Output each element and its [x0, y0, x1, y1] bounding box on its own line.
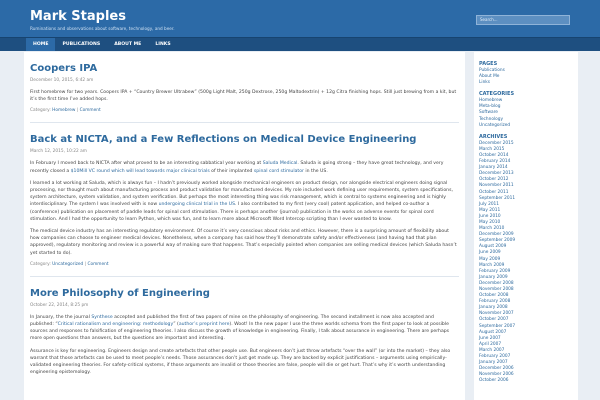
pages-list: [479, 68, 578, 86]
archive-link[interactable]: November 2011: [479, 183, 514, 189]
comment-link[interactable]: Comment: [79, 108, 101, 114]
post-paragraph: [30, 314, 459, 343]
archive-link[interactable]: March 2009: [479, 262, 505, 268]
page-link-links[interactable]: Links: [479, 80, 491, 86]
page-link-about-me[interactable]: About Me: [479, 74, 500, 80]
sidebar: [474, 52, 578, 400]
vc-round-link[interactable]: $10Mill VC round which will lead towards major clinical trials: [70, 168, 210, 174]
post-meta: [30, 108, 459, 113]
nav-publications[interactable]: PUBLICATIONS: [62, 42, 101, 47]
nav-links[interactable]: LINKS: [155, 42, 171, 47]
archive-link[interactable]: September 2011: [479, 195, 516, 201]
text-run: accepted and published the first of two papers of mine on the philosophy of engineering. The second installment is now also accepted and published: “: [30, 314, 434, 328]
archive-link[interactable]: February 2007: [479, 354, 511, 360]
text-run: I learned a lot working at Saluda, which is always fun – I hadn’t previously worked alongside mechanical engineers on product design, nor alongside electrical engineers doing signal processing, nor thought much about manufacturing process and product validation for manufactured devices. My role included work defining user requirements, system specifications, system architecture, system validation, and system verification. But perhaps the most interesting thing was risk management, which is central to systems engineering and is highly interdisciplinary. The system I was involved with is now: [30, 180, 453, 208]
categories-list: [479, 98, 578, 128]
archive-link[interactable]: December 2008: [479, 280, 514, 286]
post-date: October 22, 2014, 8:25 pm: [30, 302, 89, 308]
text-run: . I also contributed to my first (very cool) patent application, and helped co-author a (conference) publication on placement of paddle leads for spinal cord stimulation. There is perhaps another (journal) publication in the works on adverse events for spinal cord stimulation. And I had the opportunity to learn Python, which was fun, and to learn more about Microsoft Word Intercop scripting than I ever wanted to know.: [30, 202, 434, 222]
archive-link[interactable]: December 2006: [479, 366, 514, 372]
saluda-medical-link[interactable]: Saluda Medical: [262, 161, 298, 167]
archive-link[interactable]: March 2010: [479, 226, 505, 232]
text-run: of their implanted: [209, 168, 254, 174]
clinical-trial-link[interactable]: undergoing clinical trial in the US: [158, 202, 236, 208]
post-paragraph: [30, 160, 459, 174]
archive-link[interactable]: January 2007: [479, 360, 508, 366]
archive-link[interactable]: December 2013: [479, 171, 514, 177]
main-nav: [0, 37, 600, 51]
text-run: In January, the the journal: [30, 314, 92, 320]
category-link[interactable]: Uncategorized: [52, 261, 84, 267]
post-title[interactable]: Coopers IPA: [30, 63, 98, 74]
archive-link[interactable]: August 2009: [479, 244, 507, 250]
post-back-at-nicta: [24, 123, 465, 276]
nav-about-me[interactable]: ABOUT ME: [114, 42, 142, 47]
comment-link[interactable]: Comment: [87, 261, 109, 267]
page-link-publications[interactable]: Publications: [479, 68, 505, 73]
archive-link[interactable]: December 2015: [479, 140, 514, 146]
category-link-meta-blog[interactable]: Meta-blog: [479, 104, 501, 110]
post-date: December 10, 2015, 6:42 am: [30, 78, 94, 83]
archive-link[interactable]: February 2009: [479, 268, 511, 274]
archives-widget-title: ARCHIVES: [479, 133, 508, 140]
paper-link[interactable]: Critical rationalism and engineering: methodology: [57, 322, 174, 328]
category-link[interactable]: Homebrew: [52, 108, 76, 114]
post-coopers-ipa: [24, 52, 465, 123]
archive-link[interactable]: June 2009: [479, 250, 501, 256]
category-link-homebrew[interactable]: Homebrew: [479, 98, 503, 104]
text-run: in the US.: [303, 168, 328, 174]
archive-link[interactable]: March 2015: [479, 146, 505, 152]
site-title[interactable]: Mark Staples: [30, 9, 126, 24]
archive-link[interactable]: October 2014: [479, 152, 509, 158]
archive-link[interactable]: May 2011: [479, 207, 501, 213]
archive-link[interactable]: November 2007: [479, 311, 514, 317]
post-date: March 12, 2015, 10:22 am: [30, 149, 87, 155]
nav-home[interactable]: HOME: [26, 38, 55, 51]
archive-link[interactable]: September 2007: [479, 323, 516, 329]
post-paragraph: Assurance is key for engineering. Engineers design and create artefacts that other people use. But engineers don’t just throw artefacts “over the wall” (or into the market) – they also warrant that those artefacts can be used to meet people’s needs. Those assurances don’t just get made up. They are backed by explicit justifications – arguments using empirically-validated engineering theories. For safety-critical systems, if those arguments are invalid or those theories are false, people will die or get hurt. That’s why it’s worth understanding engineering epistemology.: [30, 348, 451, 376]
archive-link[interactable]: August 2007: [479, 329, 507, 335]
archives-list: [479, 141, 578, 385]
post-philosophy-of-engineering: [24, 277, 465, 377]
archive-link[interactable]: November 2006: [479, 372, 514, 378]
post-paragraph: First homebrew for two years. Coopers IPA + “Country Brewer Ultrabew” (500g Light Malt, 250g Dextrose, 250g Maltodextrin) + 12g Citra finishing hops. Still just brewing from a kit, but it’s the first time I’ve added hops.: [30, 90, 457, 103]
text-run: ). Woot! In the new paper I use the three worlds schema from the first paper to look at possible sources and responses to falsification of engineering theories. I also discuss the growth of knowledge in engineering. Finally, I talk about assurance in engineering. There are perhaps more open questions than answers, but the questions are important and interesting.: [30, 322, 450, 342]
archive-link[interactable]: September 2009: [479, 238, 516, 244]
archive-link[interactable]: January 2008: [479, 305, 508, 311]
preprint-link[interactable]: author’s preprint here: [178, 322, 230, 328]
archive-link[interactable]: February 2014: [479, 159, 511, 165]
archive-link[interactable]: July 2011: [479, 201, 500, 207]
category-label: Category:: [30, 261, 53, 267]
archive-link[interactable]: May 2009: [479, 256, 501, 262]
main-content: [24, 52, 465, 400]
meta-separator: |: [83, 261, 88, 267]
category-link-technology[interactable]: Technology: [479, 116, 504, 122]
archive-link[interactable]: June 2007: [479, 335, 501, 341]
site-header: [0, 0, 600, 37]
text-run: ” (: [173, 322, 179, 328]
post-paragraph: The medical device industry has an interesting regulatory environment. Of course it’s very conscious about risks and ethics. However, there is a surprising amount of flexibility about how companies can choose to engineer medical devices. Nonetheless, when a company has said how they’ll demonstrate safety and/or effectiveness (and having had that plan approved), regulatory monitoring and review is a powerful way of making sure that happens. That’s especially pointed when companies are selling medical devices (which Saluda hasn’t yet started to do).: [30, 229, 457, 256]
meta-separator: |: [75, 108, 80, 114]
synthese-link[interactable]: Synthese: [91, 314, 113, 320]
archive-link[interactable]: February 2008: [479, 299, 511, 305]
post-meta: [30, 262, 459, 267]
text-run: . Saluda is going strong – they have great technology, and very recently closed a: [30, 161, 444, 174]
archive-link[interactable]: December 2009: [479, 232, 514, 238]
archive-link[interactable]: November 2008: [479, 287, 514, 292]
archive-link[interactable]: October 2008: [479, 293, 509, 299]
post-title[interactable]: Back at NICTA, and a Few Reflections on Medical Device Engineering: [30, 134, 417, 146]
archive-link[interactable]: October 2006: [479, 378, 509, 384]
site-tagline: Ruminations and observations about software, technology, and beer.: [30, 26, 175, 31]
pages-widget-title: PAGES: [479, 61, 498, 67]
archive-link[interactable]: October 2007: [479, 317, 509, 323]
category-link-uncategorized[interactable]: Uncategorized: [479, 122, 511, 128]
archive-link[interactable]: January 2014: [479, 165, 508, 171]
archive-link[interactable]: October 2011: [479, 189, 509, 195]
post-title[interactable]: More Philosophy of Engineering: [30, 287, 210, 299]
categories-widget-title: CATEGORIES: [479, 91, 515, 98]
category-label: Category:: [30, 108, 53, 114]
archive-link[interactable]: June 2010: [479, 213, 501, 219]
text-run: In February I moved back to NICTA after what proved to be an interesting sabbatical year working at: [30, 161, 263, 167]
archive-link[interactable]: March 2007: [479, 347, 505, 353]
post-paragraph: [30, 180, 459, 223]
archive-link[interactable]: October 2012: [479, 177, 509, 183]
archive-link[interactable]: April 2007: [479, 341, 502, 347]
category-link-software[interactable]: Software: [479, 110, 498, 116]
search-input[interactable]: Search...: [476, 15, 570, 25]
archive-link[interactable]: May 2010: [479, 219, 501, 225]
archive-link[interactable]: January 2009: [479, 274, 508, 280]
spinal-cord-stimulator-link[interactable]: spinal cord stimulator: [253, 168, 304, 174]
